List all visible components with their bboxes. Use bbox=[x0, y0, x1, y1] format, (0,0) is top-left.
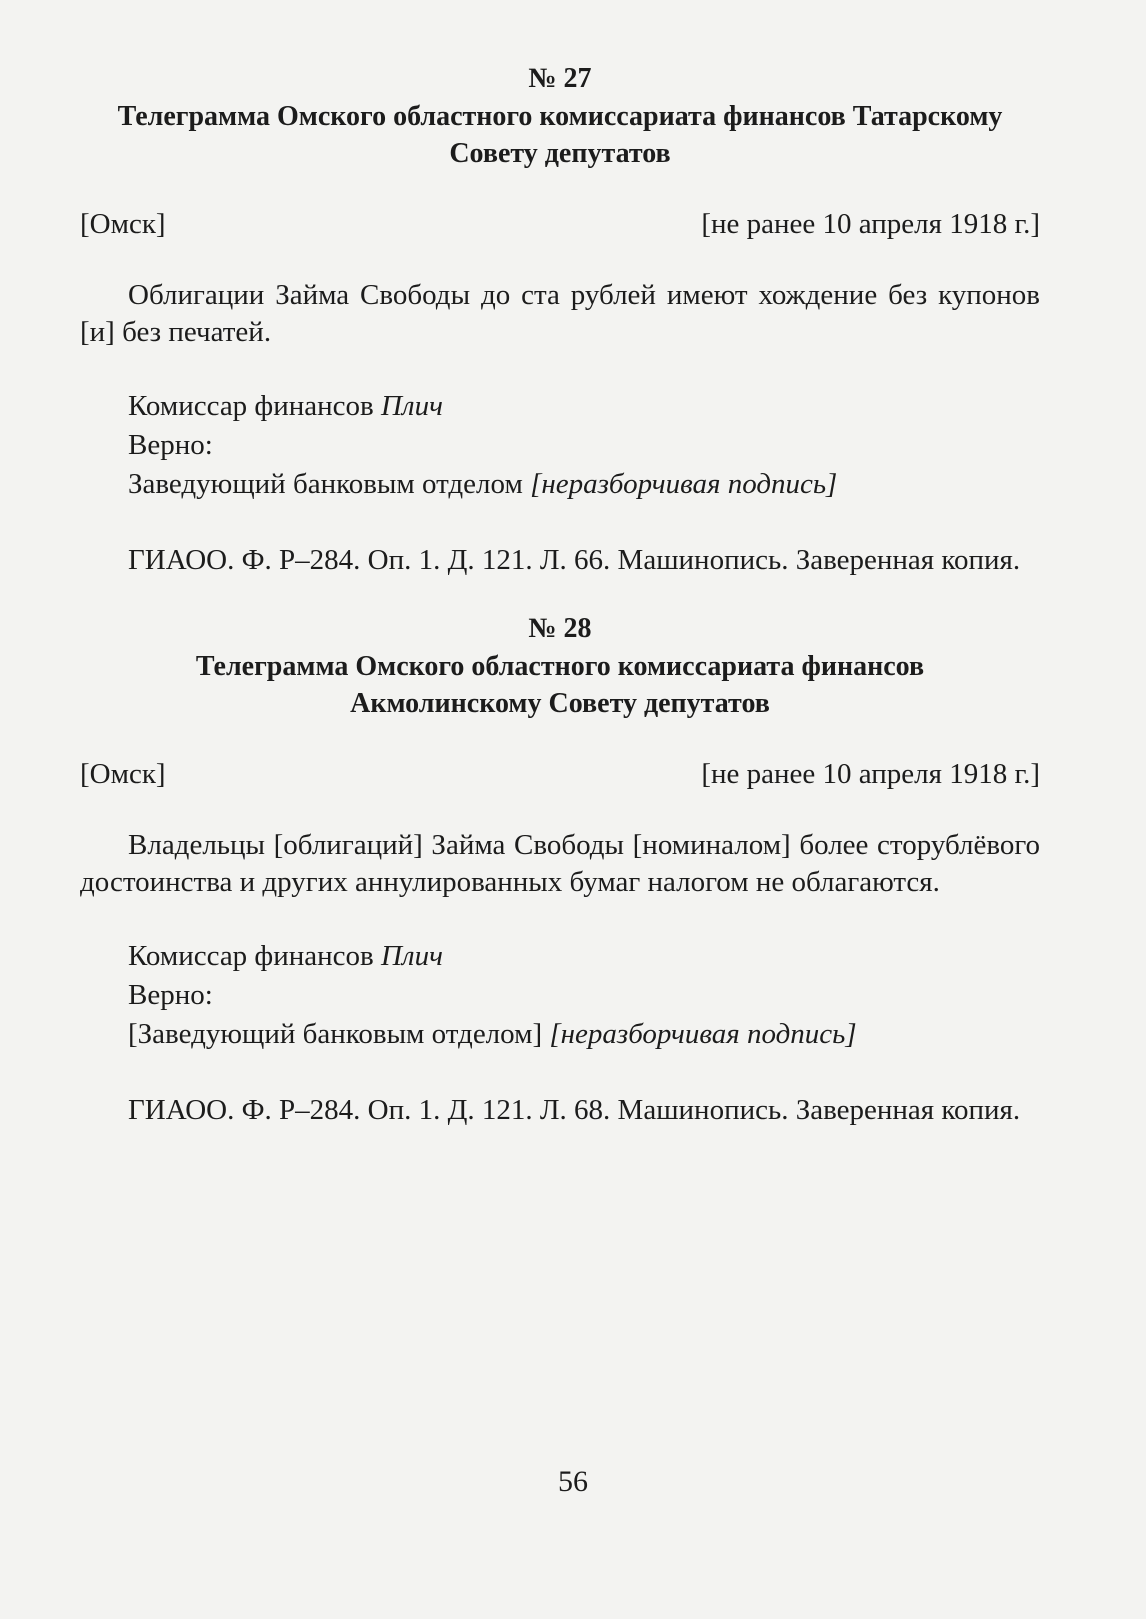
head-signature: [неразборчивая подпись] bbox=[530, 468, 838, 500]
document-place: [Омск] bbox=[80, 758, 166, 790]
signer-name: Плич bbox=[380, 940, 443, 972]
archive-source: ГИАОО. Ф. Р–284. Оп. 1. Д. 121. Л. 68. Машинопись. Заверенная копия. bbox=[128, 1094, 1021, 1126]
document-body: Владельцы [облигаций] Займа Свободы [номиналом] более сторублёвого достоинства и других аннулированных бумаг налогом не облагаются. bbox=[80, 829, 1040, 898]
signer-title: Комиссар финансов bbox=[128, 940, 381, 972]
signer-name: Плич bbox=[380, 390, 443, 422]
head-line bbox=[128, 1015, 1040, 1054]
signer-title: Комиссар финансов bbox=[128, 390, 381, 422]
verified-label: Верно: bbox=[128, 979, 213, 1011]
document-body: Облигации Займа Свободы до ста рублей имеют хождение без купонов [и] без печатей. bbox=[80, 279, 1040, 348]
head-title: Заведующий банковым отделом bbox=[128, 468, 531, 500]
document-title-line-1: Телеграмма Омского областного комиссариата финансов Татарскому bbox=[117, 101, 1003, 132]
signer-line bbox=[128, 387, 1040, 426]
document-title-line-1: Телеграмма Омского областного комиссариата финансов bbox=[195, 651, 925, 682]
head-title: [Заведующий банковым отделом] bbox=[128, 1018, 550, 1050]
page-number: 56 bbox=[558, 1465, 588, 1498]
signature-block bbox=[80, 937, 1040, 1054]
archive-source: ГИАОО. Ф. Р–284. Оп. 1. Д. 121. Л. 66. Машинопись. Заверенная копия. bbox=[128, 544, 1021, 576]
place-date-row bbox=[80, 204, 1040, 245]
document-place: [Омск] bbox=[80, 208, 166, 240]
document-27 bbox=[80, 62, 1040, 581]
signature-block bbox=[80, 387, 1040, 504]
document-number: № 28 bbox=[528, 613, 592, 644]
document-date: [не ранее 10 апреля 1918 г.] bbox=[701, 208, 1040, 240]
document-title bbox=[80, 98, 1040, 172]
document-title-line-2: Совету депутатов bbox=[449, 138, 671, 169]
document-title bbox=[80, 648, 1040, 722]
head-line bbox=[128, 465, 1040, 504]
place-date-row bbox=[80, 754, 1040, 795]
document-28 bbox=[80, 612, 1040, 1131]
document-title-line-2: Акмолинскому Совету депутатов bbox=[350, 688, 770, 719]
document-date: [не ранее 10 апреля 1918 г.] bbox=[701, 758, 1040, 790]
document-number: № 27 bbox=[528, 63, 592, 94]
head-signature: [неразборчивая подпись] bbox=[549, 1018, 857, 1050]
verified-label: Верно: bbox=[128, 429, 213, 461]
signer-line bbox=[128, 937, 1040, 976]
